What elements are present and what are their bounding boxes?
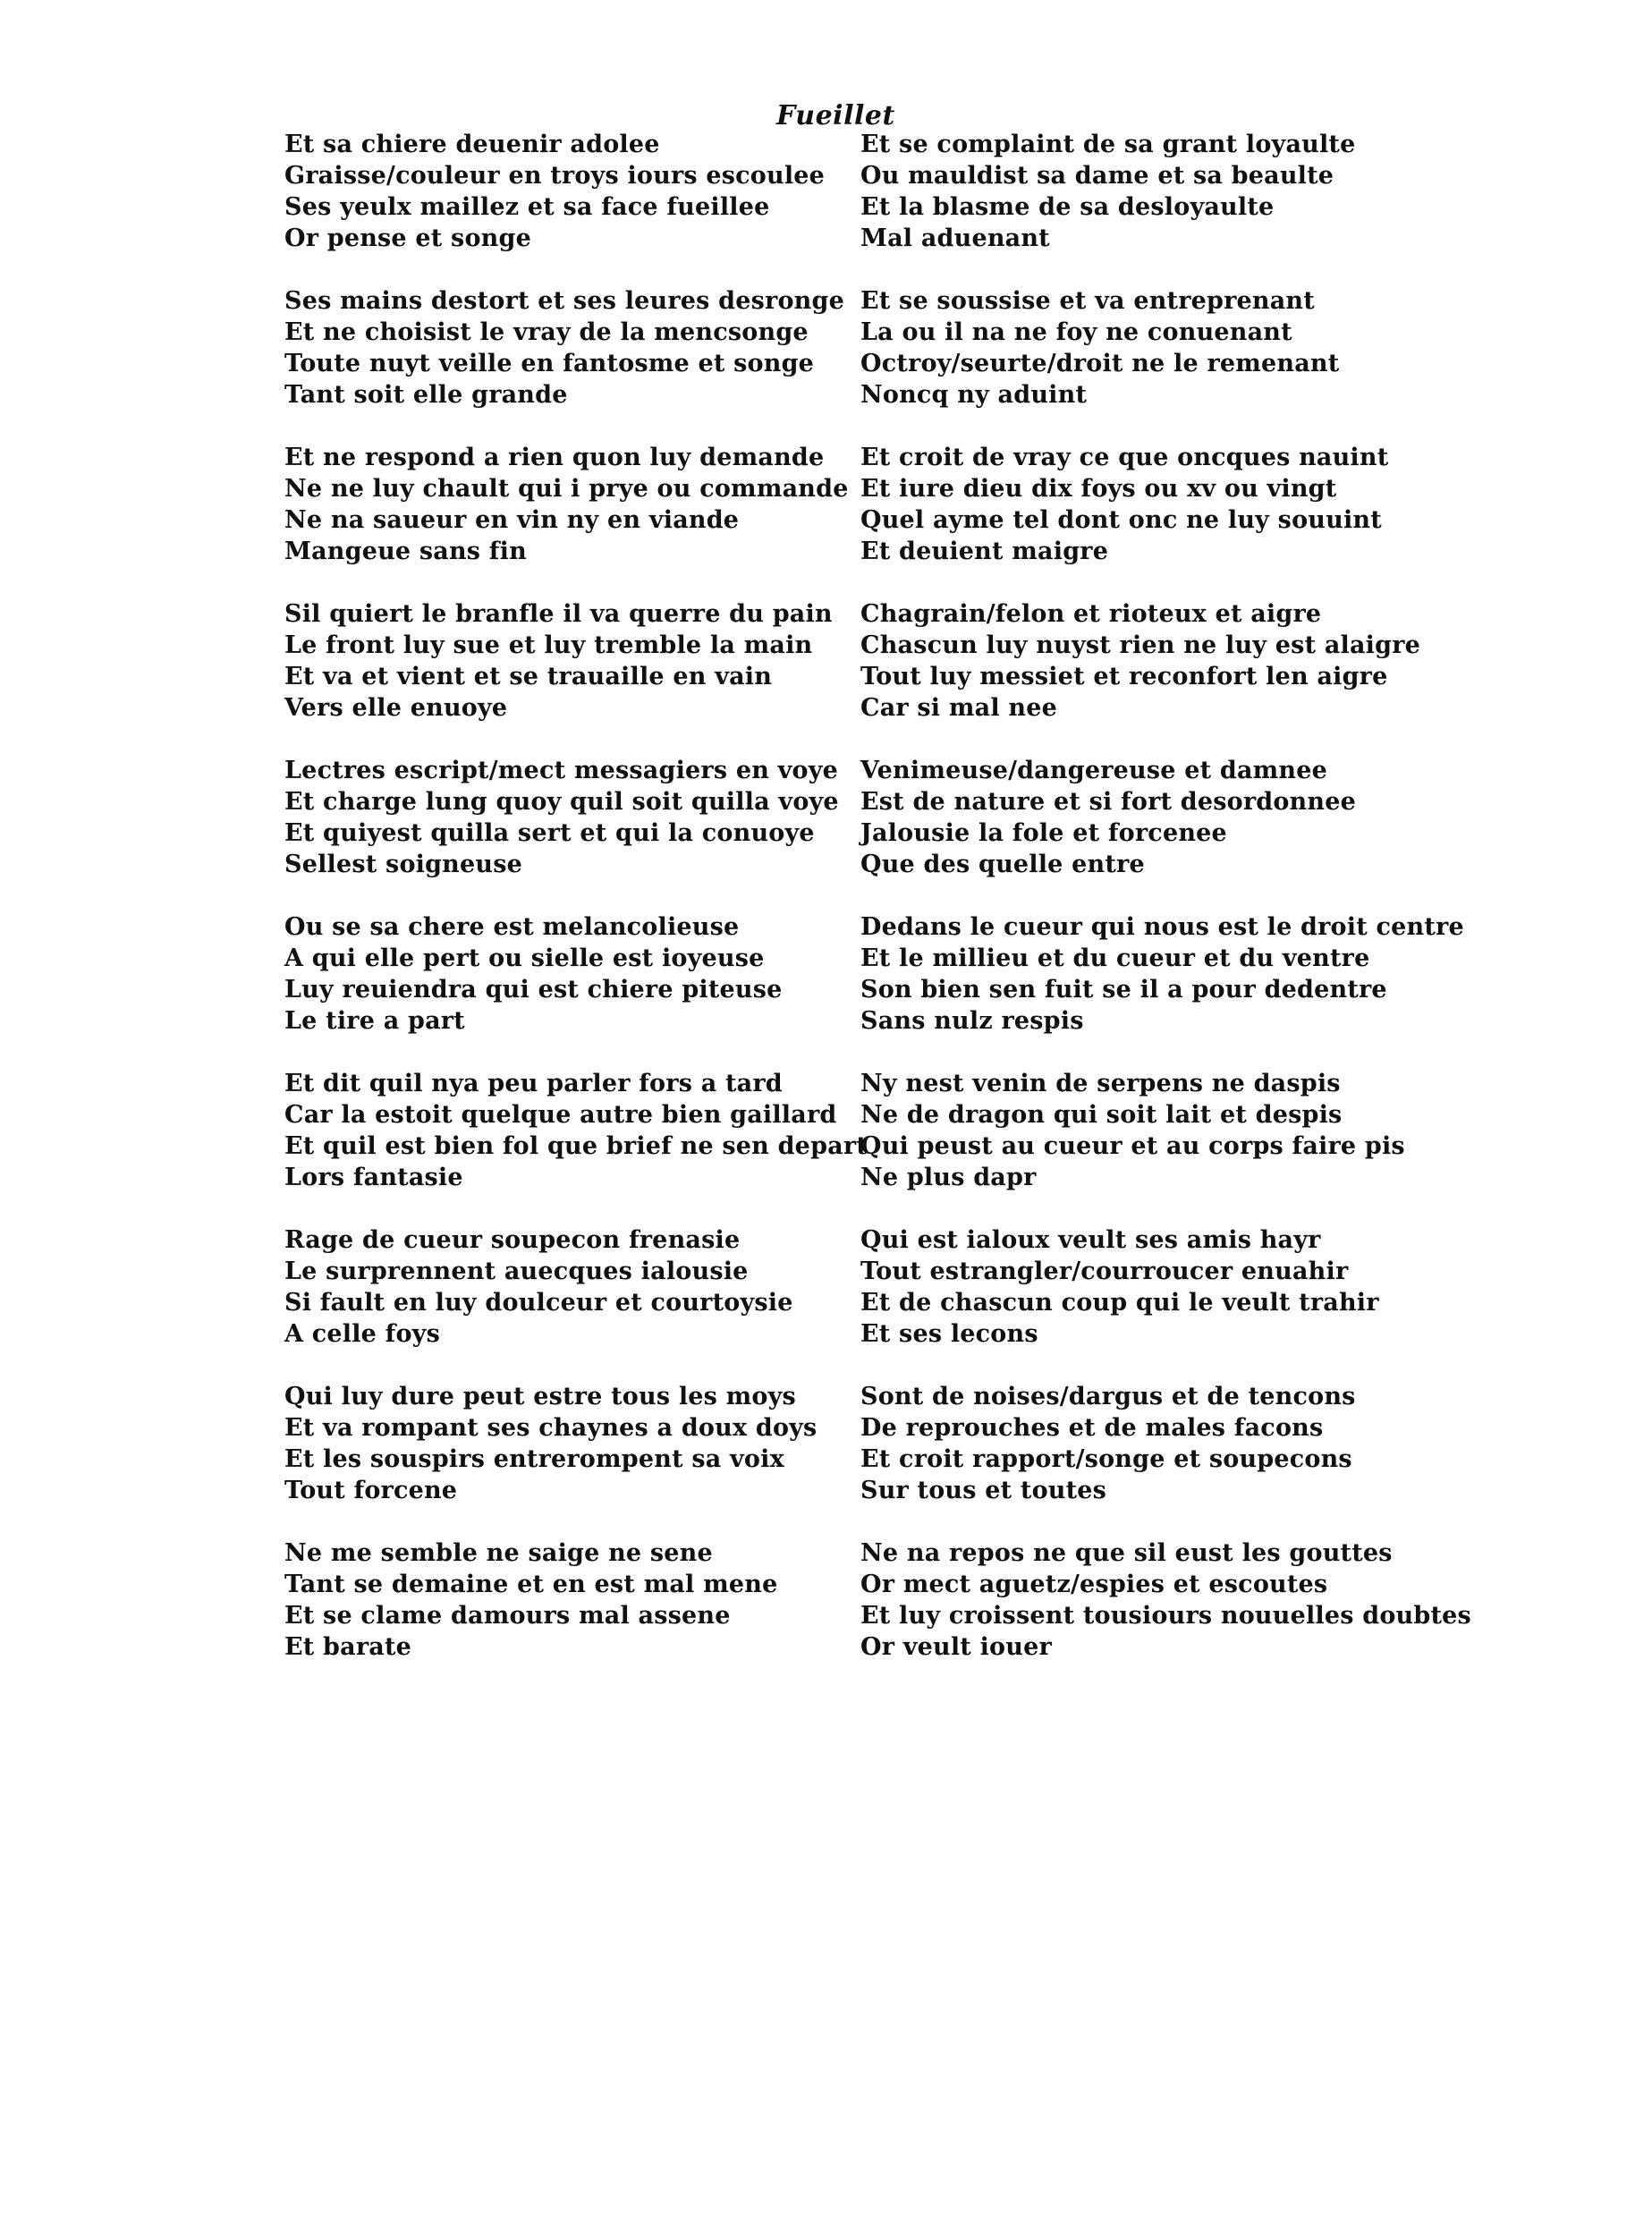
verse-line: Car si mal nee <box>860 694 1057 722</box>
verse-line: Ou mauldist sa dame et sa beaulte <box>860 162 1334 190</box>
verse-line: Or mect aguetz/espies et escoutes <box>860 1571 1328 1598</box>
right-stanza <box>860 1224 1433 1381</box>
right-stanza <box>860 1068 1433 1224</box>
verse-line: Rage de cueur soupecon frenasie <box>284 1226 741 1254</box>
verse-line: Le tire a part <box>284 1007 465 1035</box>
verse-line: Et croit rapport/songe et soupecons <box>860 1445 1352 1473</box>
verse-line: Et deuient maigre <box>860 538 1109 565</box>
verse-line: Et se soussise et va entreprenant <box>860 287 1315 315</box>
right-column <box>860 129 1471 1694</box>
verse-line: Et croit de vray ce que oncques nauint <box>860 444 1389 471</box>
verse-line: Ne na saueur en vin ny en viande <box>284 506 740 534</box>
left-stanza <box>284 911 857 1068</box>
verse-line: Ne ne luy chault qui i prye ou commande <box>284 475 849 503</box>
left-stanza <box>284 1381 857 1537</box>
verse-line: Tant soit elle grande <box>284 381 568 409</box>
verse-line: Qui luy dure peut estre tous les moys <box>284 1383 796 1410</box>
verse-line: Lors fantasie <box>284 1164 463 1191</box>
right-stanza <box>860 285 1433 442</box>
verse-line: Ne plus dapr <box>860 1164 1037 1191</box>
verse-line: Et sa chiere deuenir adolee <box>284 131 660 158</box>
verse-line: A qui elle pert ou sielle est ioyeuse <box>284 944 765 972</box>
verse-line: Car la estoit quelque autre bien gaillard <box>284 1101 837 1129</box>
right-stanza <box>860 442 1433 598</box>
verse-line: Octroy/seurte/droit ne le remenant <box>860 350 1340 377</box>
verse-line: Ne de dragon qui soit lait et despis <box>860 1101 1343 1129</box>
verse-line: Et iure dieu dix foys ou xv ou vingt <box>860 475 1337 503</box>
verse-line: Et les souspirs entrerompent sa voix <box>284 1445 784 1473</box>
verse-line: Sans nulz respis <box>860 1007 1084 1035</box>
verse-line: Or pense et songe <box>284 224 531 252</box>
verse-line: Mangeue sans fin <box>284 538 527 565</box>
verse-line: La ou il na ne foy ne conuenant <box>860 318 1292 346</box>
verse-line: Chascun luy nuyst rien ne luy est alaigre <box>860 631 1421 659</box>
left-stanza <box>284 285 857 442</box>
verse-line: Graisse/couleur en troys iours escoulee <box>284 162 826 190</box>
verse-line: Ny nest venin de serpens ne daspis <box>860 1070 1341 1097</box>
verse-line: Et la blasme de sa desloyaulte <box>860 193 1275 221</box>
verse-line: Tout forcene <box>284 1477 458 1504</box>
verse-line: Sellest soigneuse <box>284 851 523 878</box>
verse-line: Toute nuyt veille en fantosme et songe <box>284 350 815 377</box>
left-stanza <box>284 1537 857 1694</box>
verse-line: Ne na repos ne que sil eust les gouttes <box>860 1539 1393 1567</box>
verse-line: Noncq ny aduint <box>860 381 1088 409</box>
verse-line: Ses mains destort et ses leures desronge <box>284 287 844 315</box>
verse-line: Chagrain/felon et rioteux et aigre <box>860 600 1322 628</box>
left-stanza <box>284 129 857 285</box>
verse-line: Et quiyest quilla sert et qui la conuoye <box>284 819 815 847</box>
left-stanza <box>284 1224 857 1381</box>
right-stanza <box>860 755 1433 911</box>
verse-line: Et ses lecons <box>860 1320 1038 1348</box>
verse-line: Son bien sen fuit se il a pour dedentre <box>860 976 1387 1004</box>
verse-line: Sont de noises/dargus et de tencons <box>860 1383 1356 1410</box>
verse-line: Venimeuse/dangereuse et damnee <box>860 757 1328 784</box>
verse-line: Est de nature et si fort desordonnee <box>860 788 1356 816</box>
verse-line: Et luy croissent tousiours nouuelles doubtes <box>860 1602 1471 1630</box>
verse-line: Ses yeulx maillez et sa face fueillee <box>284 193 770 221</box>
verse-line: Le front luy sue et luy tremble la main <box>284 631 813 659</box>
right-stanza <box>860 911 1464 1068</box>
verse-line: Mal aduenant <box>860 224 1050 252</box>
verse-line: Et va rompant ses chaynes a doux doys <box>284 1414 818 1442</box>
verse-line: Jalousie la fole et forcenee <box>860 819 1227 847</box>
verse-line: Le surprennent auecques ialousie <box>284 1258 749 1285</box>
right-stanza <box>860 129 1433 285</box>
verse-line: Luy reuiendra qui est chiere piteuse <box>284 976 783 1004</box>
verse-line: Qui peust au cueur et au corps faire pis <box>860 1132 1405 1160</box>
right-stanza <box>860 1537 1471 1694</box>
left-stanza <box>284 598 857 755</box>
verse-line: Si fault en luy doulceur et courtoysie <box>284 1289 793 1317</box>
verse-line: Qui est ialoux veult ses amis hayr <box>860 1226 1321 1254</box>
verse-line: Et va et vient et se trauaille en vain <box>284 663 773 690</box>
verse-line: Et quil est bien fol que brief ne sen depart <box>284 1132 868 1160</box>
folio-header: Fueillet <box>776 100 895 131</box>
verse-line: Dedans le cueur qui nous est le droit centre <box>860 913 1464 941</box>
verse-line: Et ne choisist le vray de la mencsonge <box>284 318 809 346</box>
verse-line: Et le millieu et du cueur et du ventre <box>860 944 1370 972</box>
verse-line: Et se clame damours mal assene <box>284 1602 731 1630</box>
verse-line: Ne me semble ne saige ne sene <box>284 1539 713 1567</box>
verse-line: Et dit quil nya peu parler fors a tard <box>284 1070 783 1097</box>
verse-line: Et se complaint de sa grant loyaulte <box>860 131 1356 158</box>
verse-line: Vers elle enuoye <box>284 694 508 722</box>
left-stanza <box>284 755 857 911</box>
left-stanza <box>284 1068 868 1224</box>
verse-line: Sur tous et toutes <box>860 1477 1107 1504</box>
verse-line: Tout luy messiet et reconfort len aigre <box>860 663 1388 690</box>
verse-line: Tout estrangler/courroucer enuahir <box>860 1258 1349 1285</box>
verse-line: Que des quelle entre <box>860 851 1145 878</box>
verse-line: Sil quiert le branfle il va querre du pain <box>284 600 833 628</box>
verse-line: A celle foys <box>284 1320 440 1348</box>
verse-line: Or veult iouer <box>860 1633 1052 1661</box>
verse-line: Ou se sa chere est melancolieuse <box>284 913 740 941</box>
right-stanza <box>860 598 1433 755</box>
verse-line: Lectres escript/mect messagiers en voye <box>284 757 839 784</box>
left-column <box>284 129 868 1694</box>
verse-line: De reprouches et de males facons <box>860 1414 1324 1442</box>
right-stanza <box>860 1381 1433 1537</box>
verse-line: Et de chascun coup qui le veult trahir <box>860 1289 1379 1317</box>
verse-line: Et barate <box>284 1633 411 1661</box>
verse-line: Quel ayme tel dont onc ne luy souuint <box>860 506 1382 534</box>
left-stanza <box>284 442 857 598</box>
verse-line: Et ne respond a rien quon luy demande <box>284 444 825 471</box>
verse-line: Et charge lung quoy quil soit quilla voye <box>284 788 839 816</box>
verse-line: Tant se demaine et en est mal mene <box>284 1571 778 1598</box>
